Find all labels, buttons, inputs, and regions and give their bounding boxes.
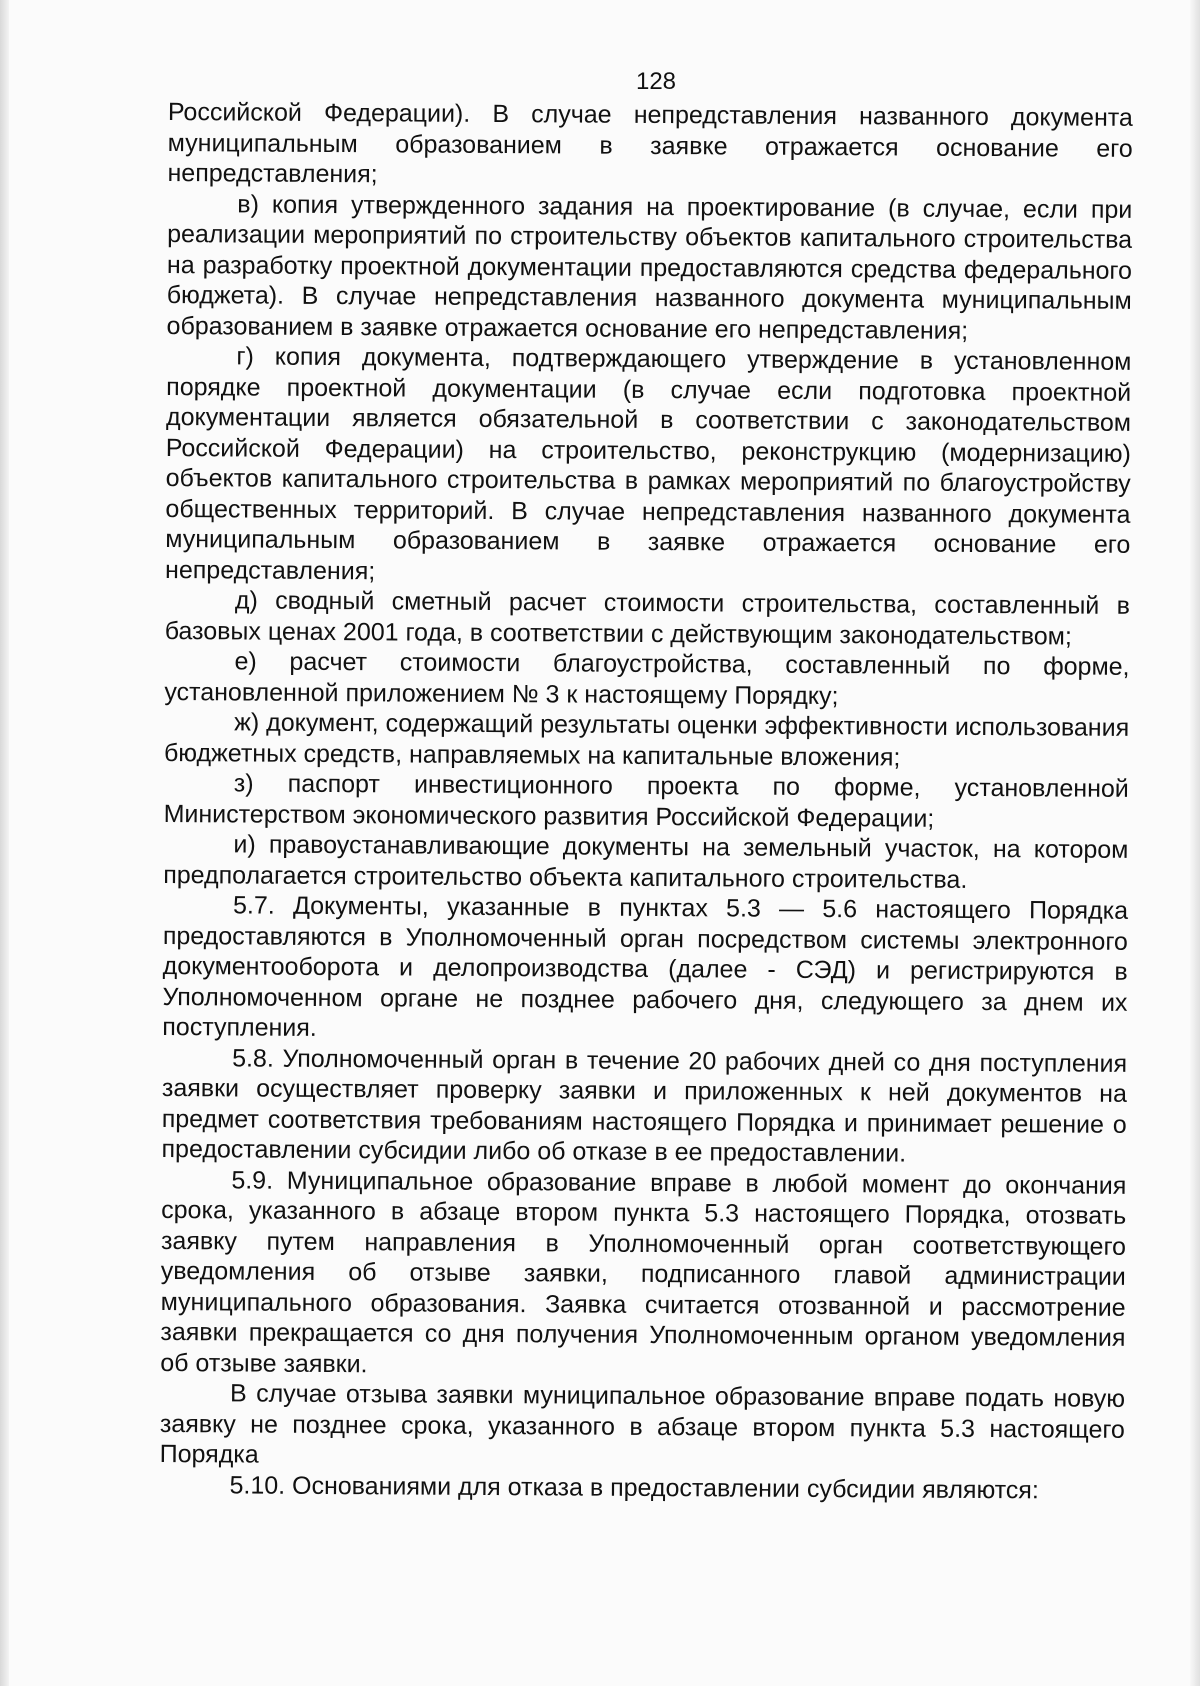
paragraph-withdrawal: В случае отзыва заявки муниципальное образование вправе подать новую заявку не позднее срока, указанного в абзаце втором пункта 5.3 настоящего Порядка bbox=[159, 1379, 1126, 1469]
paragraph-item-v: в) копия утвержденного задания на проектирование (в случае, если при реализации мероприятий по строительству объектов капитального строительства на разработку проектной документации предоставляются средства федерального бюджета). В случае непредставления названного документа муниципальным образованием в заявке отражается основание его непредставления; bbox=[166, 189, 1133, 345]
document-body bbox=[159, 97, 1133, 1506]
paragraph-item-z: з) паспорт инвестиционного проекта по форме, установленной Министерством экономического развития Российской Федерации; bbox=[163, 769, 1129, 833]
paragraph-5-9: 5.9. Муниципальное образование вправе в любой момент до окончания срока, указанного в абзаце втором пункта 5.3 настоящего Порядка, отозвать заявку путем направления в Уполномоченный орган соответствующего уведомления об отзыве заявки, подписанного главой администрации муниципального образования. Заявка считается отозванной и рассмотрение заявки прекращается со дня получения Уполномоченным органом уведомления об отзыве заявки. bbox=[160, 1165, 1127, 1378]
paragraph-5-8: 5.8. Уполномоченный орган в течение 20 рабочих дней со дня поступления заявки осуществляет проверку заявки и приложенных к ней документов на предмет соответствия требованиям настоящего Порядка и принимает решение о предоставлении субсидии либо об отказе в ее предоставлении. bbox=[161, 1043, 1128, 1168]
paragraph-item-i: и) правоустанавливающие документы на земельный участок, на котором предполагается строительство объекта капитального строительства. bbox=[163, 830, 1129, 894]
paragraph-continuation: Российской Федерации). В случае непредставления названного документа муниципальным образованием в заявке отражается основание его непредставления; bbox=[167, 97, 1133, 189]
page-number: 128 bbox=[635, 68, 677, 95]
paragraph-item-g: г) копия документа, подтверждающего утверждение в установленном порядке проектной документации (в случае если подготовка проектной документации является обязательной в соответствии с законодательством Российской Федерации) на строительство, реконструкцию (модернизацию) объектов капитального строительства в рамках мероприятий по благоустройству общественных территорий. В случае непредставления названного документа муниципальным образованием в заявке отражается основание его непредставления; bbox=[165, 342, 1132, 585]
paragraph-5-7: 5.7. Документы, указанные в пунктах 5.3 — 5.6 настоящего Порядка предоставляются в Уполномоченный орган посредством системы электронного документооборота и делопроизводства (далее - СЭД) и регистрируются в Уполномоченном органе не позднее рабочего дня, следующего за днем их поступления. bbox=[162, 891, 1129, 1042]
paragraph-5-10: 5.10. Основаниями для отказа в предоставлении субсидии являются: bbox=[229, 1470, 1039, 1504]
paragraph-item-e: е) расчет стоимости благоустройства, составленный по форме, установленной приложением № 3 к настоящему Порядку; bbox=[164, 647, 1130, 710]
scan-edge-left bbox=[0, 0, 9, 1686]
paragraph-item-d: д) сводный сметный расчет стоимости строительства, составленный в базовых ценах 2001 года, в соответствии с действующим законодательством; bbox=[164, 586, 1130, 651]
paragraph-item-zh: ж) документ, содержащий результаты оценки эффективности использования бюджетных средств, направляемых на капитальные вложения; bbox=[163, 708, 1130, 771]
scan-edge-right bbox=[1190, 0, 1200, 1686]
